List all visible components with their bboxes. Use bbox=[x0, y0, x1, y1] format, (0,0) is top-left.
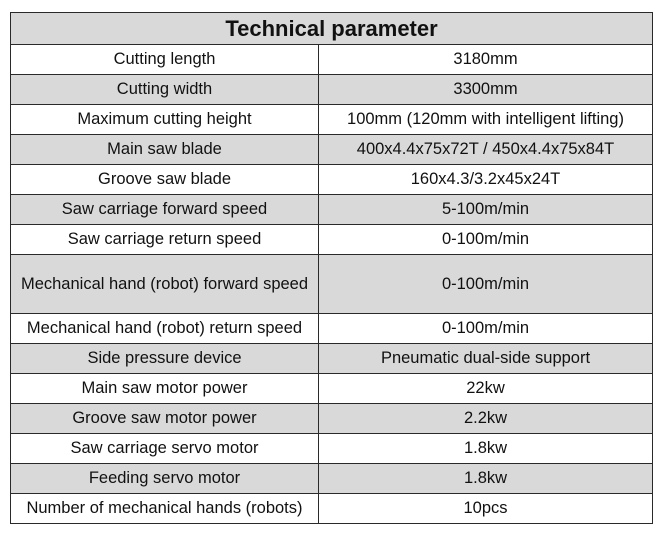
param-value: 5-100m/min bbox=[319, 195, 653, 225]
param-value: 100mm (120mm with intelligent lifting) bbox=[319, 105, 653, 135]
table-row bbox=[11, 165, 653, 195]
param-label: Cutting width bbox=[11, 75, 319, 105]
table-row bbox=[11, 344, 653, 374]
param-label: Maximum cutting height bbox=[11, 105, 319, 135]
param-label: Main saw blade bbox=[11, 135, 319, 165]
table-row bbox=[11, 255, 653, 314]
param-value: 1.8kw bbox=[319, 464, 653, 494]
param-value: 3300mm bbox=[319, 75, 653, 105]
param-value: Pneumatic dual-side support bbox=[319, 344, 653, 374]
param-label: Groove saw blade bbox=[11, 165, 319, 195]
table-row bbox=[11, 404, 653, 434]
technical-parameter-table bbox=[10, 12, 653, 524]
param-label: Groove saw motor power bbox=[11, 404, 319, 434]
param-value: 3180mm bbox=[319, 45, 653, 75]
table-title-row bbox=[11, 13, 653, 45]
table-row bbox=[11, 464, 653, 494]
table-row bbox=[11, 374, 653, 404]
param-label: Saw carriage return speed bbox=[11, 225, 319, 255]
table-row bbox=[11, 225, 653, 255]
param-value: 2.2kw bbox=[319, 404, 653, 434]
param-value: 160x4.3/3.2x45x24T bbox=[319, 165, 653, 195]
param-value: 0-100m/min bbox=[319, 225, 653, 255]
table-row bbox=[11, 494, 653, 524]
table-row bbox=[11, 105, 653, 135]
param-label: Main saw motor power bbox=[11, 374, 319, 404]
param-value: 0-100m/min bbox=[319, 255, 653, 314]
param-label: Side pressure device bbox=[11, 344, 319, 374]
param-label: Cutting length bbox=[11, 45, 319, 75]
param-value: 22kw bbox=[319, 374, 653, 404]
param-value: 1.8kw bbox=[319, 434, 653, 464]
table-row bbox=[11, 434, 653, 464]
table-row bbox=[11, 135, 653, 165]
param-label: Saw carriage forward speed bbox=[11, 195, 319, 225]
table-row bbox=[11, 195, 653, 225]
param-value: 0-100m/min bbox=[319, 314, 653, 344]
param-label: Mechanical hand (robot) return speed bbox=[11, 314, 319, 344]
table-row bbox=[11, 314, 653, 344]
table-row bbox=[11, 75, 653, 105]
table-row bbox=[11, 45, 653, 75]
param-label: Feeding servo motor bbox=[11, 464, 319, 494]
param-value: 10pcs bbox=[319, 494, 653, 524]
param-label: Saw carriage servo motor bbox=[11, 434, 319, 464]
param-label: Number of mechanical hands (robots) bbox=[11, 494, 319, 524]
table-title: Technical parameter bbox=[11, 13, 653, 45]
param-value: 400x4.4x75x72T / 450x4.4x75x84T bbox=[319, 135, 653, 165]
technical-parameter-table-wrapper bbox=[10, 12, 652, 524]
param-label: Mechanical hand (robot) forward speed bbox=[11, 255, 319, 314]
